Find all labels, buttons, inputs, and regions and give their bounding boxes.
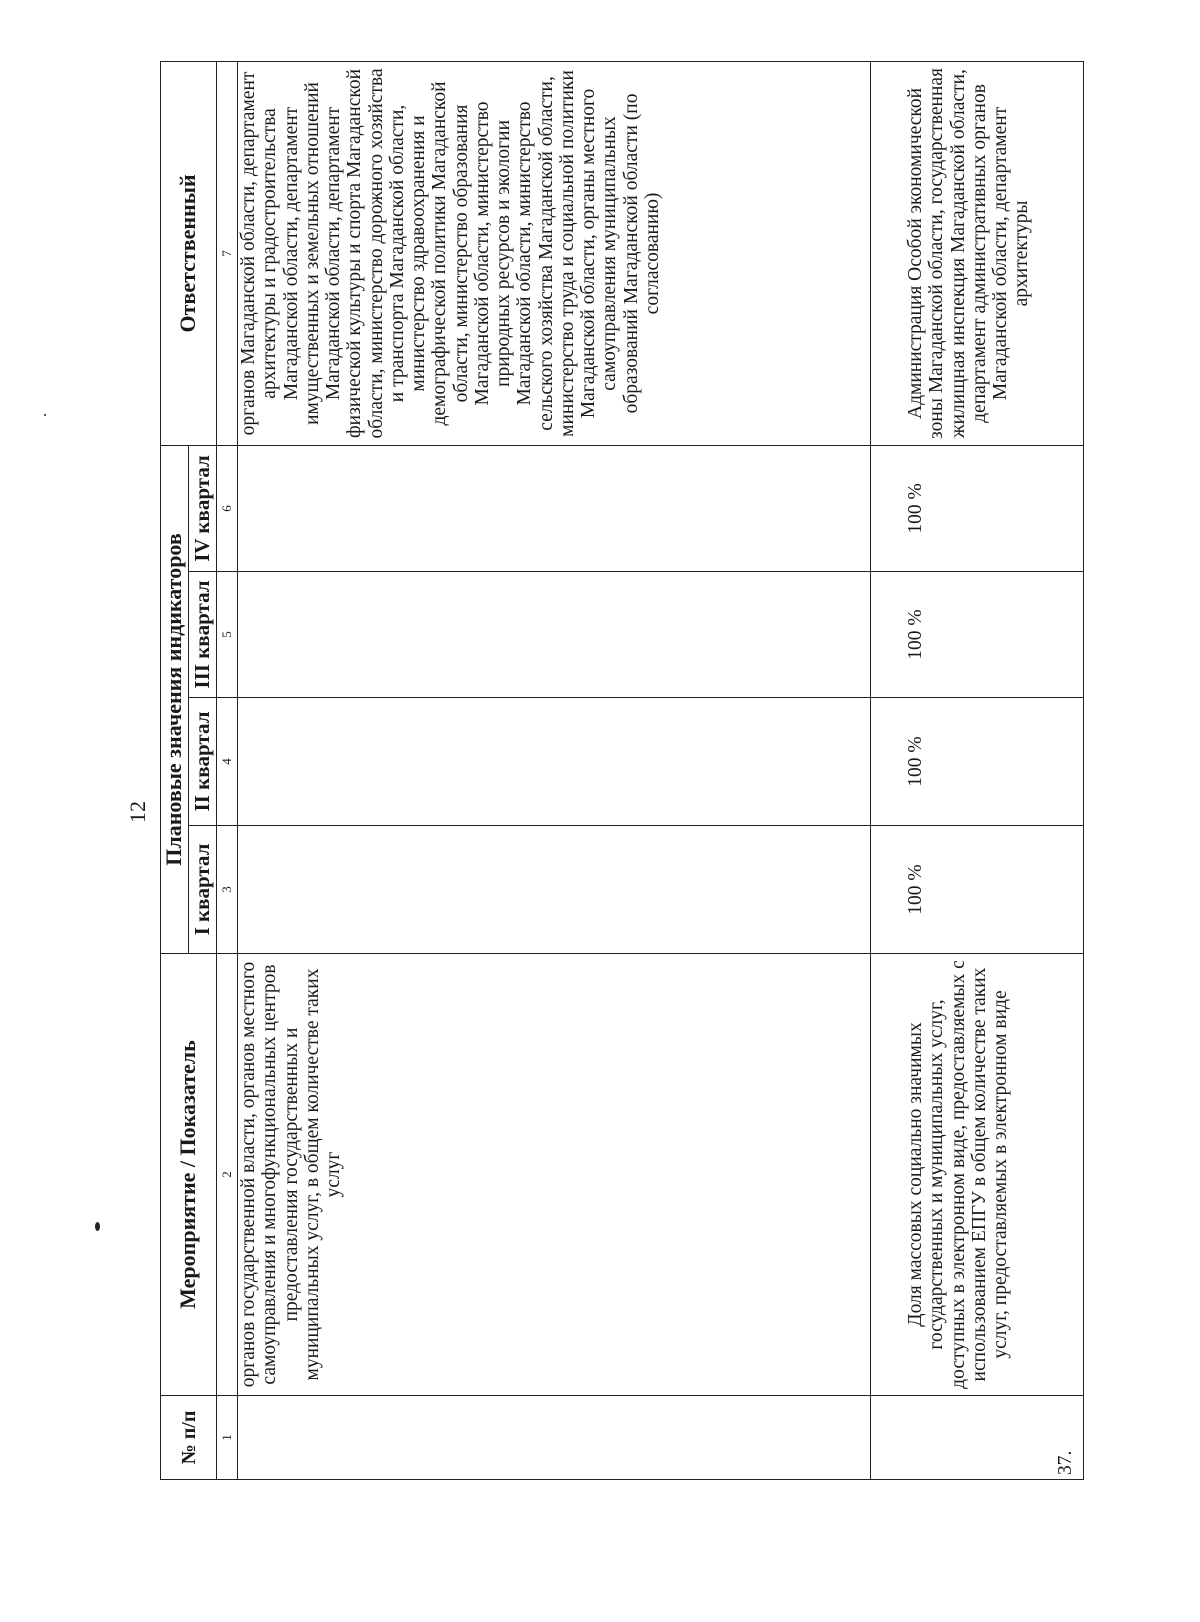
activity-cell: Доля массовых социально значимых государственных и муниципальных услуг, доступных в электронном виде, предоставляемых с использованием ЕПГУ в общем количестве таких услуг, предоставляемых в электронном виде [871, 954, 1084, 1396]
column-number: 4 [217, 698, 238, 826]
column-number-row [217, 61, 238, 1479]
activity-cell: органов государственной власти, органов местного самоуправления и многофункциональных центров предоставления государственных и муниципальных услуг, в общем количестве таких услуг [238, 954, 871, 1396]
page-number: 12 [125, 801, 150, 823]
header-q1: I квартал [189, 826, 217, 954]
column-number: 5 [217, 572, 238, 698]
q3-value: 100 % [871, 572, 1084, 698]
scan-speck [95, 1222, 100, 1231]
header-responsible: Ответственный [161, 61, 217, 445]
q2-value: 100 % [871, 698, 1084, 826]
header-activity: Мероприятие / Показатель [161, 954, 217, 1396]
header-num: № п/п [161, 1396, 217, 1480]
responsible-cell: органов Магаданской области, департамент архитектуры и градостроительства Магаданской области, департамент имущественных и земельных отношений Магаданской области, департамент физической культуры и спорта Магаданской области, министерство дорожного хозяйства и транспорта Магаданской области, министерство здравоохранения и демографической политики Магаданской области, министерство образования Магаданской области, министерство природных ресурсов и экологии Магаданской области, министерство сельского хозяйства Магаданской области, министерство труда и социальной политики Магаданской области, органы местного самоуправления муниципальных образований Магаданской области (по согласованию) [238, 61, 871, 445]
header-q3: III квартал [189, 572, 217, 698]
column-number: 1 [217, 1396, 238, 1480]
table-row [238, 61, 871, 1479]
column-number: 6 [217, 445, 238, 571]
indicator-table [160, 61, 1084, 1480]
column-number: 2 [217, 954, 238, 1396]
q4-value [238, 445, 871, 571]
column-number: 7 [217, 61, 238, 445]
indicator-table-sheet [160, 62, 1076, 1480]
q3-value [238, 572, 871, 698]
q2-value [238, 698, 871, 826]
table-row [871, 61, 1084, 1479]
responsible-cell: Администрация Особой экономической зоны Магаданской области, государственная жилищная инспекция Магаданской области, департамент административных органов Магаданской области, департамент архитектуры [871, 61, 1084, 445]
q1-value [238, 826, 871, 954]
row-number [238, 1396, 871, 1480]
header-q4: IV квартал [189, 445, 217, 571]
row-number: 37. [871, 1396, 1084, 1480]
scan-speck [44, 414, 46, 416]
column-number: 3 [217, 826, 238, 954]
header-q2: II квартал [189, 698, 217, 826]
q4-value: 100 % [871, 445, 1084, 571]
q1-value: 100 % [871, 826, 1084, 954]
header-planned: Плановые значения индикаторов [161, 445, 189, 953]
